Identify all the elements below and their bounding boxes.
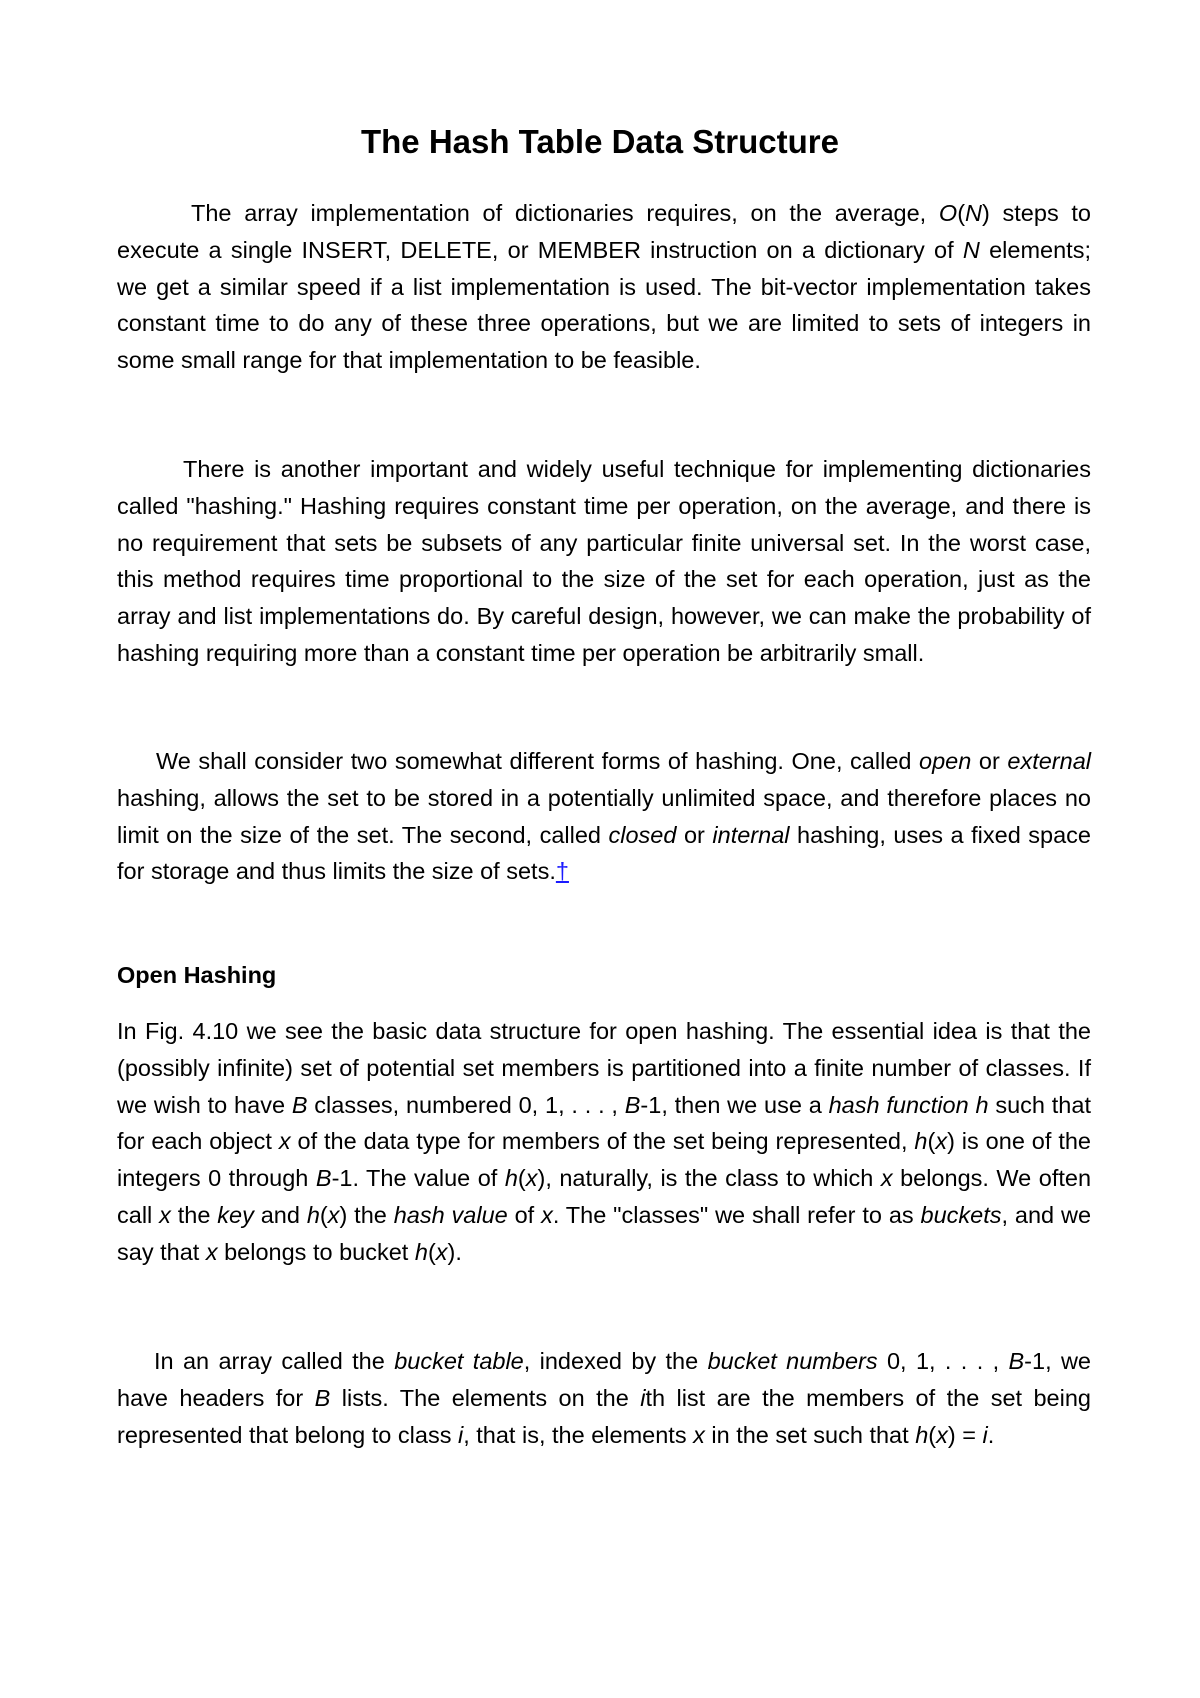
paragraph-intro: The array implementation of dictionaries requires, on the average, O(N) steps to execute a single INSERT, DELETE, or MEMBER instruction on a dictionary of N elements; we get a similar speed if a list implementation is used. The bit-vector implementation takes constant time to do any of these three operations, but we are limited to sets of integers in some small range for that implementation to be feasible. (117, 200, 1092, 374)
paragraph-hashing-technique: There is another important and widely useful technique for implementing dictionaries called "hashing." Hashing requires constant time per operation, on the average, and there is no requirement that sets be subsets of any particular finite universal set. In the worst case, this method requires time proportional to the size of the set for each operation, just as the array and list implementations do. By careful design, however, we can make the probability of hashing requiring more than a constant time per operation be arbitrarily small. (117, 456, 1091, 666)
section-heading-open-hashing: Open Hashing (117, 962, 277, 988)
paragraph-open-hashing: In Fig. 4.10 we see the basic data structure for open hashing. The essential idea is that the (possibly infinite) set of potential set members is partitioned into a finite number of classes. If we wish to have B classes, numbered 0, 1, . . . , B-1, then we use a hash function h such that for each object x of the data type for members of the set being represented, h(x) is one of the integers 0 through B-1. The value of h(x), naturally, is the class to which x belongs. We often call x the key and h(x) the hash value of x. The "classes" we shall refer to as buckets, and we say that x belongs to bucket h(x). (117, 1018, 1092, 1265)
paragraph-hashing-forms: We shall consider two somewhat different forms of hashing. One, called open or external hashing, allows the set to be stored in a potentially unlimited space, and therefore places no limit on the size of the set. The second, called closed or internal hashing, uses a fixed space for storage and thus limits the size of sets.† (117, 748, 1091, 885)
document-title: The Hash Table Data Structure (360, 123, 839, 160)
footnote-link[interactable]: † (555, 858, 569, 885)
paragraph-bucket-table: In an array called the bucket table, indexed by the bucket numbers 0, 1, . . . , B-1, we have headers for B lists. The elements on the ith list are the members of the set being represented that belong to class i, that is, the elements x in the set such that h(x) = i. (117, 1348, 1092, 1448)
